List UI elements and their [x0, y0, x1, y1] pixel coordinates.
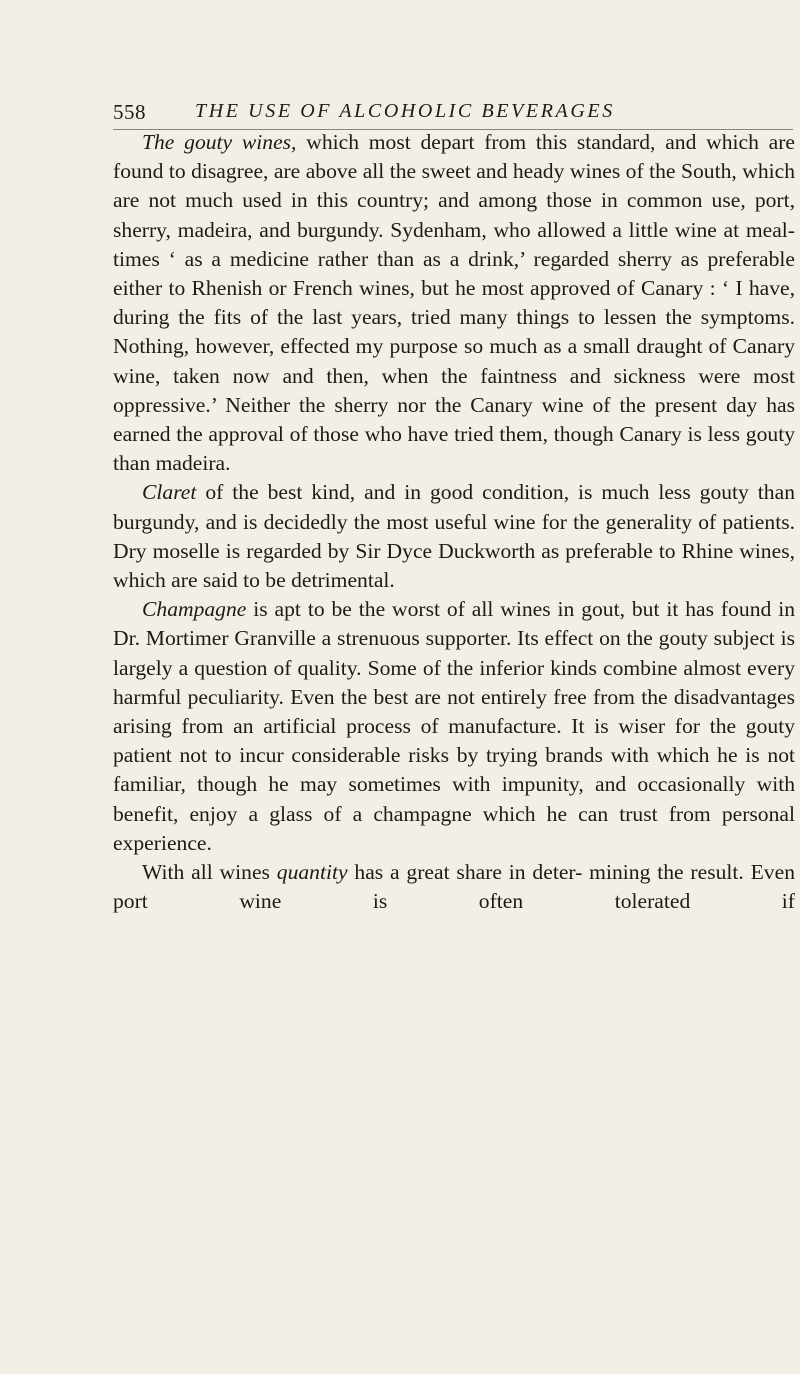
paragraph-quantity [113, 858, 795, 916]
paragraph-claret [113, 478, 795, 595]
page-header [113, 100, 793, 130]
paragraph-lead: Champagne [142, 597, 247, 622]
page-number: 558 [113, 100, 146, 124]
paragraph-text: of the best kind, and in good condition, is much less gouty than burgundy, and is decidedly the most useful wine for the generality of patients. Dry moselle is regarded by Sir Dyce Duckworth as preferable to Rhine wines, which are said to be detrimental. [113, 480, 795, 593]
paragraph-champagne [113, 595, 795, 858]
body-text [113, 128, 795, 916]
paragraph-lead: The gouty wines, [142, 130, 297, 154]
paragraph-text-after: has a great share in deter- mining the result. Even port wine is often tolerated if [113, 860, 795, 914]
paragraph-text: is apt to be the worst of all wines in gout, but it has found in Dr. Mortimer Granville a strenuous supporter. Its effect on the gouty subject is largely a question of quality. Some of the inferior kinds combine almost every harmful peculiarity. Even the best are not entirely free from the disadvantages arising from an artificial process of manufacture. It is wiser for the gouty patient not to incur considerable risks by trying brands with which he is not familiar, though he may sometimes with impunity, and occasionally with benefit, enjoy a glass of a champagne which he can trust from personal experience. [113, 597, 795, 855]
paragraph-gouty-wines [113, 128, 795, 478]
paragraph-text: which most depart from this standard, and which are found to disagree, are above all the sweet and heady wines of the South, which are not much used in this country; and among those in common use, port, sherry, madeira, and burgundy. Sydenham, who allowed a little wine at meal-times ‘ as a medicine rather than as a drink,’ regarded sherry as preferable either to Rhenish or French wines, but he most approved of Canary : ‘ I have, during the fits of the last years, tried many things to lessen the symptoms. Nothing, however, effected my purpose so much as a small draught of Canary wine, taken now and then, when the faintness and sickness were most oppressive.’ Neither the sherry nor the Canary wine of the present day has earned the approval of those who have tried them, though Canary is less gouty than madeira. [113, 130, 796, 476]
paragraph-lead: Claret [142, 480, 197, 505]
running-title: THE USE OF ALCOHOLIC BEVERAGES [195, 100, 615, 122]
paragraph-italic-word: quantity [276, 860, 348, 885]
paragraph-text-before: With all wines [142, 860, 277, 885]
